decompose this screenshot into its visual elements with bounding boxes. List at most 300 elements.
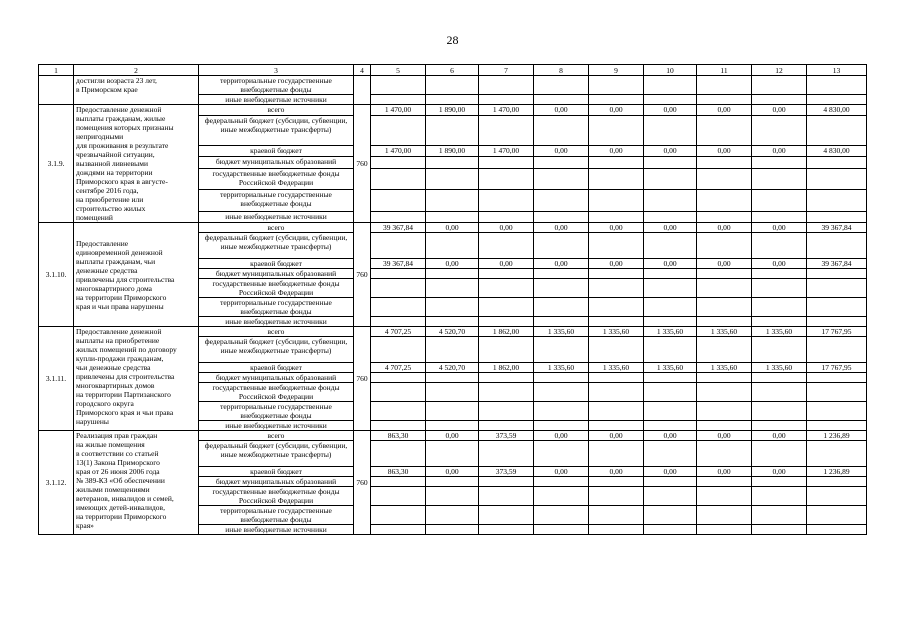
description-line: привлечены для строительства: [76, 372, 175, 381]
value-cell: [807, 402, 867, 421]
value-cell: [752, 269, 807, 279]
measure-number: 3.1.10.: [39, 223, 74, 327]
value-cell: [807, 157, 867, 168]
description-line: края и чьи права нарушены: [76, 301, 164, 311]
value-cell: [426, 190, 479, 212]
measure-description: [74, 105, 199, 223]
funding-source: бюджет муниципальных образований: [199, 269, 354, 279]
value-cell: [589, 168, 644, 190]
description-line: Приморского края в августе-: [76, 177, 168, 186]
value-cell: 863,30: [371, 431, 426, 441]
description-line: 13(1) Закона Приморского: [76, 458, 160, 467]
value-cell: [644, 269, 697, 279]
value-cell: 0,00: [534, 145, 589, 156]
value-cell: 0,00: [426, 259, 479, 269]
description-line: единовременной денежной: [76, 247, 163, 257]
value-cell: [426, 506, 479, 525]
value-cell: [807, 421, 867, 431]
value-cell: [644, 116, 697, 146]
value-cell: [479, 116, 534, 146]
value-cell: 0,00: [752, 467, 807, 477]
value-cell: [807, 116, 867, 146]
value-cell: 0,00: [589, 145, 644, 156]
value-cell: 0,00: [752, 145, 807, 156]
agency-code: 760: [354, 327, 371, 431]
funding-source: государственные внебюджетные фонды Российской Федерации: [199, 168, 354, 190]
value-cell: [371, 190, 426, 212]
value-cell: [534, 383, 589, 402]
value-cell: 0,00: [644, 467, 697, 477]
value-cell: [479, 421, 534, 431]
funding-source: всего: [199, 431, 354, 441]
value-cell: [807, 506, 867, 525]
description-line: выплаты гражданам, чьи: [76, 256, 156, 266]
description-line: на территории Приморского: [76, 512, 167, 521]
value-cell: [697, 298, 752, 317]
funding-source: государственные внебюджетные фонды Российской Федерации: [199, 383, 354, 402]
value-cell: 1 470,00: [371, 145, 426, 156]
funding-source: территориальные государственные внебюджетные фонды: [199, 298, 354, 317]
value-cell: [371, 441, 426, 467]
value-cell: [807, 76, 867, 95]
funding-source: федеральный бюджет (субсидии, субвенции, иные межбюджетные трансферты): [199, 441, 354, 467]
description-line: нарушены: [76, 417, 109, 426]
description-line: края от 26 июня 2006 года: [76, 467, 160, 476]
value-cell: [534, 157, 589, 168]
value-cell: [752, 116, 807, 146]
funding-source: федеральный бюджет (субсидии, субвенции, иные межбюджетные трансферты): [199, 233, 354, 259]
value-cell: 1 470,00: [479, 105, 534, 116]
value-cell: [644, 337, 697, 363]
value-cell: 39 367,84: [807, 223, 867, 233]
value-cell: [534, 477, 589, 487]
value-cell: [752, 383, 807, 402]
table-row: [39, 76, 867, 95]
value-cell: [589, 190, 644, 212]
funding-source: иные внебюджетные источники: [199, 525, 354, 535]
funding-source: территориальные государственные внебюджетные фонды: [199, 402, 354, 421]
table-row: [39, 223, 867, 233]
value-cell: [697, 441, 752, 467]
funding-source: иные внебюджетные источники: [199, 421, 354, 431]
description-line: Предоставление денежной: [76, 327, 162, 336]
value-cell: [697, 95, 752, 105]
value-cell: [479, 168, 534, 190]
funding-source: всего: [199, 223, 354, 233]
value-cell: 0,00: [644, 259, 697, 269]
value-cell: [807, 211, 867, 222]
value-cell: [807, 525, 867, 535]
value-cell: 0,00: [589, 259, 644, 269]
value-cell: [589, 317, 644, 327]
value-cell: 0,00: [644, 223, 697, 233]
description-line: вызванной ливневыми: [76, 159, 148, 168]
value-cell: [807, 95, 867, 105]
description-line: строительство жилых: [76, 204, 146, 213]
value-cell: 0,00: [589, 467, 644, 477]
value-cell: [752, 233, 807, 259]
value-cell: [697, 337, 752, 363]
value-cell: [807, 441, 867, 467]
value-cell: 0,00: [644, 105, 697, 116]
value-cell: 0,00: [697, 145, 752, 156]
value-cell: [697, 421, 752, 431]
measure-number: 3.1.12.: [39, 431, 74, 535]
value-cell: [807, 317, 867, 327]
value-cell: [534, 168, 589, 190]
value-cell: [426, 298, 479, 317]
value-cell: 0,00: [697, 431, 752, 441]
value-cell: [371, 168, 426, 190]
value-cell: [752, 168, 807, 190]
value-cell: [697, 157, 752, 168]
value-cell: [589, 233, 644, 259]
value-cell: [697, 168, 752, 190]
value-cell: [371, 298, 426, 317]
funding-source: территориальные государственные внебюджетные фонды: [199, 190, 354, 212]
value-cell: 0,00: [589, 431, 644, 441]
value-cell: [534, 233, 589, 259]
value-cell: [371, 116, 426, 146]
value-cell: [479, 95, 534, 105]
value-cell: 1 335,60: [752, 363, 807, 373]
value-cell: [697, 190, 752, 212]
value-cell: [371, 421, 426, 431]
value-cell: [426, 477, 479, 487]
funding-source: иные внебюджетные источники: [199, 95, 354, 105]
value-cell: [644, 383, 697, 402]
value-cell: 4 520,70: [426, 363, 479, 373]
funding-source: бюджет муниципальных образований: [199, 373, 354, 383]
value-cell: 39 367,84: [371, 223, 426, 233]
description-line: выплаты гражданам, жилые: [76, 114, 166, 123]
value-cell: [534, 95, 589, 105]
value-cell: [426, 383, 479, 402]
value-cell: 0,00: [697, 259, 752, 269]
table-row: [39, 105, 867, 116]
value-cell: [479, 317, 534, 327]
value-cell: [644, 190, 697, 212]
value-cell: [697, 477, 752, 487]
value-cell: [589, 421, 644, 431]
value-cell: [534, 441, 589, 467]
value-cell: [479, 298, 534, 317]
value-cell: 0,00: [589, 105, 644, 116]
measure-description: [74, 76, 199, 105]
description-line: № 389-КЗ «Об обеспечении: [76, 476, 165, 485]
value-cell: 0,00: [589, 223, 644, 233]
value-cell: [589, 525, 644, 535]
value-cell: [534, 506, 589, 525]
value-cell: [371, 211, 426, 222]
value-cell: 0,00: [644, 145, 697, 156]
column-header: 7: [479, 65, 534, 76]
value-cell: 4 707,25: [371, 363, 426, 373]
value-cell: [534, 317, 589, 327]
funding-source: иные внебюджетные источники: [199, 211, 354, 222]
agency-code: [354, 76, 371, 105]
value-cell: [752, 95, 807, 105]
description-line: ветеранов, инвалидов и семей,: [76, 494, 174, 503]
value-cell: [589, 441, 644, 467]
value-cell: [534, 269, 589, 279]
description-line: имеющих детей-инвалидов,: [76, 503, 165, 512]
description-line: многоквартирных домов: [76, 381, 155, 390]
value-cell: [426, 402, 479, 421]
value-cell: [752, 279, 807, 298]
value-cell: [697, 317, 752, 327]
value-cell: 1 335,60: [644, 327, 697, 337]
value-cell: [697, 373, 752, 383]
column-header: 11: [697, 65, 752, 76]
description-line: достигли возраста 23 лет,: [76, 76, 157, 85]
value-cell: [752, 506, 807, 525]
column-header: 4: [354, 65, 371, 76]
value-cell: [807, 190, 867, 212]
value-cell: 1 335,60: [534, 363, 589, 373]
agency-code: 760: [354, 431, 371, 535]
value-cell: [644, 317, 697, 327]
value-cell: [589, 402, 644, 421]
value-cell: [371, 337, 426, 363]
funding-source: краевой бюджет: [199, 467, 354, 477]
value-cell: [534, 279, 589, 298]
column-header: 12: [752, 65, 807, 76]
value-cell: 1 890,00: [426, 145, 479, 156]
description-line: Реализация прав граждан: [76, 431, 158, 440]
description-line: в Приморском крае: [76, 85, 138, 94]
value-cell: [479, 233, 534, 259]
value-cell: [479, 211, 534, 222]
funding-source: бюджет муниципальных образований: [199, 477, 354, 487]
value-cell: [426, 279, 479, 298]
value-cell: [644, 211, 697, 222]
value-cell: [479, 373, 534, 383]
description-line: непригодными: [76, 132, 124, 141]
value-cell: [426, 525, 479, 535]
description-line: городского округа: [76, 399, 134, 408]
value-cell: 1 862,00: [479, 363, 534, 373]
description-line: на территории Партизанского: [76, 390, 171, 399]
value-cell: [589, 487, 644, 506]
value-cell: 0,00: [534, 431, 589, 441]
value-cell: [807, 373, 867, 383]
value-cell: [589, 116, 644, 146]
measure-description: [74, 223, 199, 327]
value-cell: [807, 337, 867, 363]
value-cell: 1 890,00: [426, 105, 479, 116]
description-line: многоквартирного дома: [76, 283, 152, 293]
value-cell: [426, 337, 479, 363]
value-cell: 1 335,60: [644, 363, 697, 373]
value-cell: [697, 487, 752, 506]
value-cell: 0,00: [534, 223, 589, 233]
value-cell: [371, 477, 426, 487]
value-cell: [479, 487, 534, 506]
description-line: помещений: [76, 213, 113, 222]
value-cell: [589, 337, 644, 363]
value-cell: [371, 402, 426, 421]
value-cell: [479, 337, 534, 363]
value-cell: [589, 269, 644, 279]
funding-source: территориальные государственные внебюджетные фонды: [199, 76, 354, 95]
value-cell: 0,00: [426, 467, 479, 477]
value-cell: [479, 190, 534, 212]
value-cell: [697, 76, 752, 95]
value-cell: [697, 269, 752, 279]
value-cell: 0,00: [752, 431, 807, 441]
value-cell: [534, 190, 589, 212]
value-cell: 1 236,89: [807, 467, 867, 477]
description-line: в соответствии со статьей: [76, 449, 159, 458]
value-cell: [589, 373, 644, 383]
value-cell: 1 335,60: [697, 363, 752, 373]
value-cell: [644, 525, 697, 535]
value-cell: 0,00: [697, 223, 752, 233]
table-row: [39, 327, 867, 337]
value-cell: 373,59: [479, 467, 534, 477]
value-cell: [589, 383, 644, 402]
value-cell: [534, 298, 589, 317]
funding-source: краевой бюджет: [199, 145, 354, 156]
value-cell: [807, 168, 867, 190]
value-cell: [479, 269, 534, 279]
value-cell: [371, 373, 426, 383]
value-cell: 39 367,84: [807, 259, 867, 269]
value-cell: [534, 421, 589, 431]
column-number-row: [39, 65, 867, 76]
value-cell: [371, 95, 426, 105]
value-cell: [807, 487, 867, 506]
description-line: денежные средства: [76, 265, 138, 275]
value-cell: 863,30: [371, 467, 426, 477]
description-line: Предоставление: [76, 238, 129, 248]
value-cell: [807, 383, 867, 402]
value-cell: 0,00: [697, 467, 752, 477]
value-cell: 0,00: [644, 431, 697, 441]
funding-source: краевой бюджет: [199, 259, 354, 269]
funding-source: бюджет муниципальных образований: [199, 157, 354, 168]
value-cell: [752, 421, 807, 431]
value-cell: [644, 487, 697, 506]
description-line: края»: [76, 521, 94, 530]
value-cell: [644, 421, 697, 431]
value-cell: [426, 95, 479, 105]
agency-code: 760: [354, 105, 371, 223]
value-cell: [426, 441, 479, 467]
value-cell: [371, 487, 426, 506]
value-cell: [807, 279, 867, 298]
value-cell: [589, 211, 644, 222]
value-cell: 4 830,00: [807, 105, 867, 116]
page-number: 28: [446, 33, 459, 47]
value-cell: 4 707,25: [371, 327, 426, 337]
value-cell: [479, 402, 534, 421]
value-cell: [644, 76, 697, 95]
value-cell: [426, 168, 479, 190]
description-line: купли-продажи гражданам,: [76, 354, 164, 363]
value-cell: [644, 233, 697, 259]
value-cell: [752, 317, 807, 327]
value-cell: 0,00: [752, 223, 807, 233]
funding-source: территориальные государственные внебюджетные фонды: [199, 506, 354, 525]
value-cell: [752, 477, 807, 487]
value-cell: 0,00: [426, 223, 479, 233]
column-header: 6: [426, 65, 479, 76]
value-cell: 1 335,60: [589, 327, 644, 337]
value-cell: [697, 525, 752, 535]
value-cell: [589, 477, 644, 487]
value-cell: [752, 402, 807, 421]
value-cell: 1 335,60: [534, 327, 589, 337]
funding-source: государственные внебюджетные фонды Российской Федерации: [199, 487, 354, 506]
value-cell: [589, 279, 644, 298]
value-cell: [426, 421, 479, 431]
value-cell: [807, 298, 867, 317]
value-cell: [426, 233, 479, 259]
value-cell: [479, 76, 534, 95]
value-cell: 1 335,60: [589, 363, 644, 373]
value-cell: 0,00: [534, 105, 589, 116]
value-cell: 4 830,00: [807, 145, 867, 156]
value-cell: [479, 441, 534, 467]
value-cell: 1 236,89: [807, 431, 867, 441]
value-cell: 1 335,60: [752, 327, 807, 337]
value-cell: [644, 279, 697, 298]
description-line: сентябре 2016 года,: [76, 186, 139, 195]
measure-number: 3.1.11.: [39, 327, 74, 431]
value-cell: [534, 76, 589, 95]
value-cell: [644, 477, 697, 487]
value-cell: [752, 337, 807, 363]
value-cell: [479, 525, 534, 535]
funding-source: федеральный бюджет (субсидии, субвенции, иные межбюджетные трансферты): [199, 116, 354, 146]
value-cell: [371, 269, 426, 279]
value-cell: [697, 402, 752, 421]
description-line: помещения которых признаны: [76, 123, 174, 132]
value-cell: 1 470,00: [371, 105, 426, 116]
funding-source: всего: [199, 327, 354, 337]
value-cell: 0,00: [534, 467, 589, 477]
value-cell: [589, 298, 644, 317]
table-row: [39, 431, 867, 441]
column-header: 10: [644, 65, 697, 76]
value-cell: [534, 116, 589, 146]
value-cell: [426, 373, 479, 383]
value-cell: [644, 95, 697, 105]
description-line: для проживания в результате: [76, 141, 169, 150]
value-cell: [534, 525, 589, 535]
value-cell: [644, 402, 697, 421]
value-cell: [644, 298, 697, 317]
value-cell: [371, 76, 426, 95]
funding-source: федеральный бюджет (субсидии, субвенции, иные межбюджетные трансферты): [199, 337, 354, 363]
value-cell: [534, 487, 589, 506]
value-cell: [426, 116, 479, 146]
funding-source: краевой бюджет: [199, 363, 354, 373]
measure-description: [74, 431, 199, 535]
value-cell: [697, 116, 752, 146]
description-line: чрезвычайной ситуации,: [76, 150, 155, 159]
value-cell: [807, 233, 867, 259]
value-cell: [752, 157, 807, 168]
column-header: 13: [807, 65, 867, 76]
value-cell: [426, 317, 479, 327]
value-cell: 0,00: [697, 105, 752, 116]
description-line: чьи денежные средства: [76, 363, 151, 372]
value-cell: [534, 337, 589, 363]
value-cell: [589, 95, 644, 105]
